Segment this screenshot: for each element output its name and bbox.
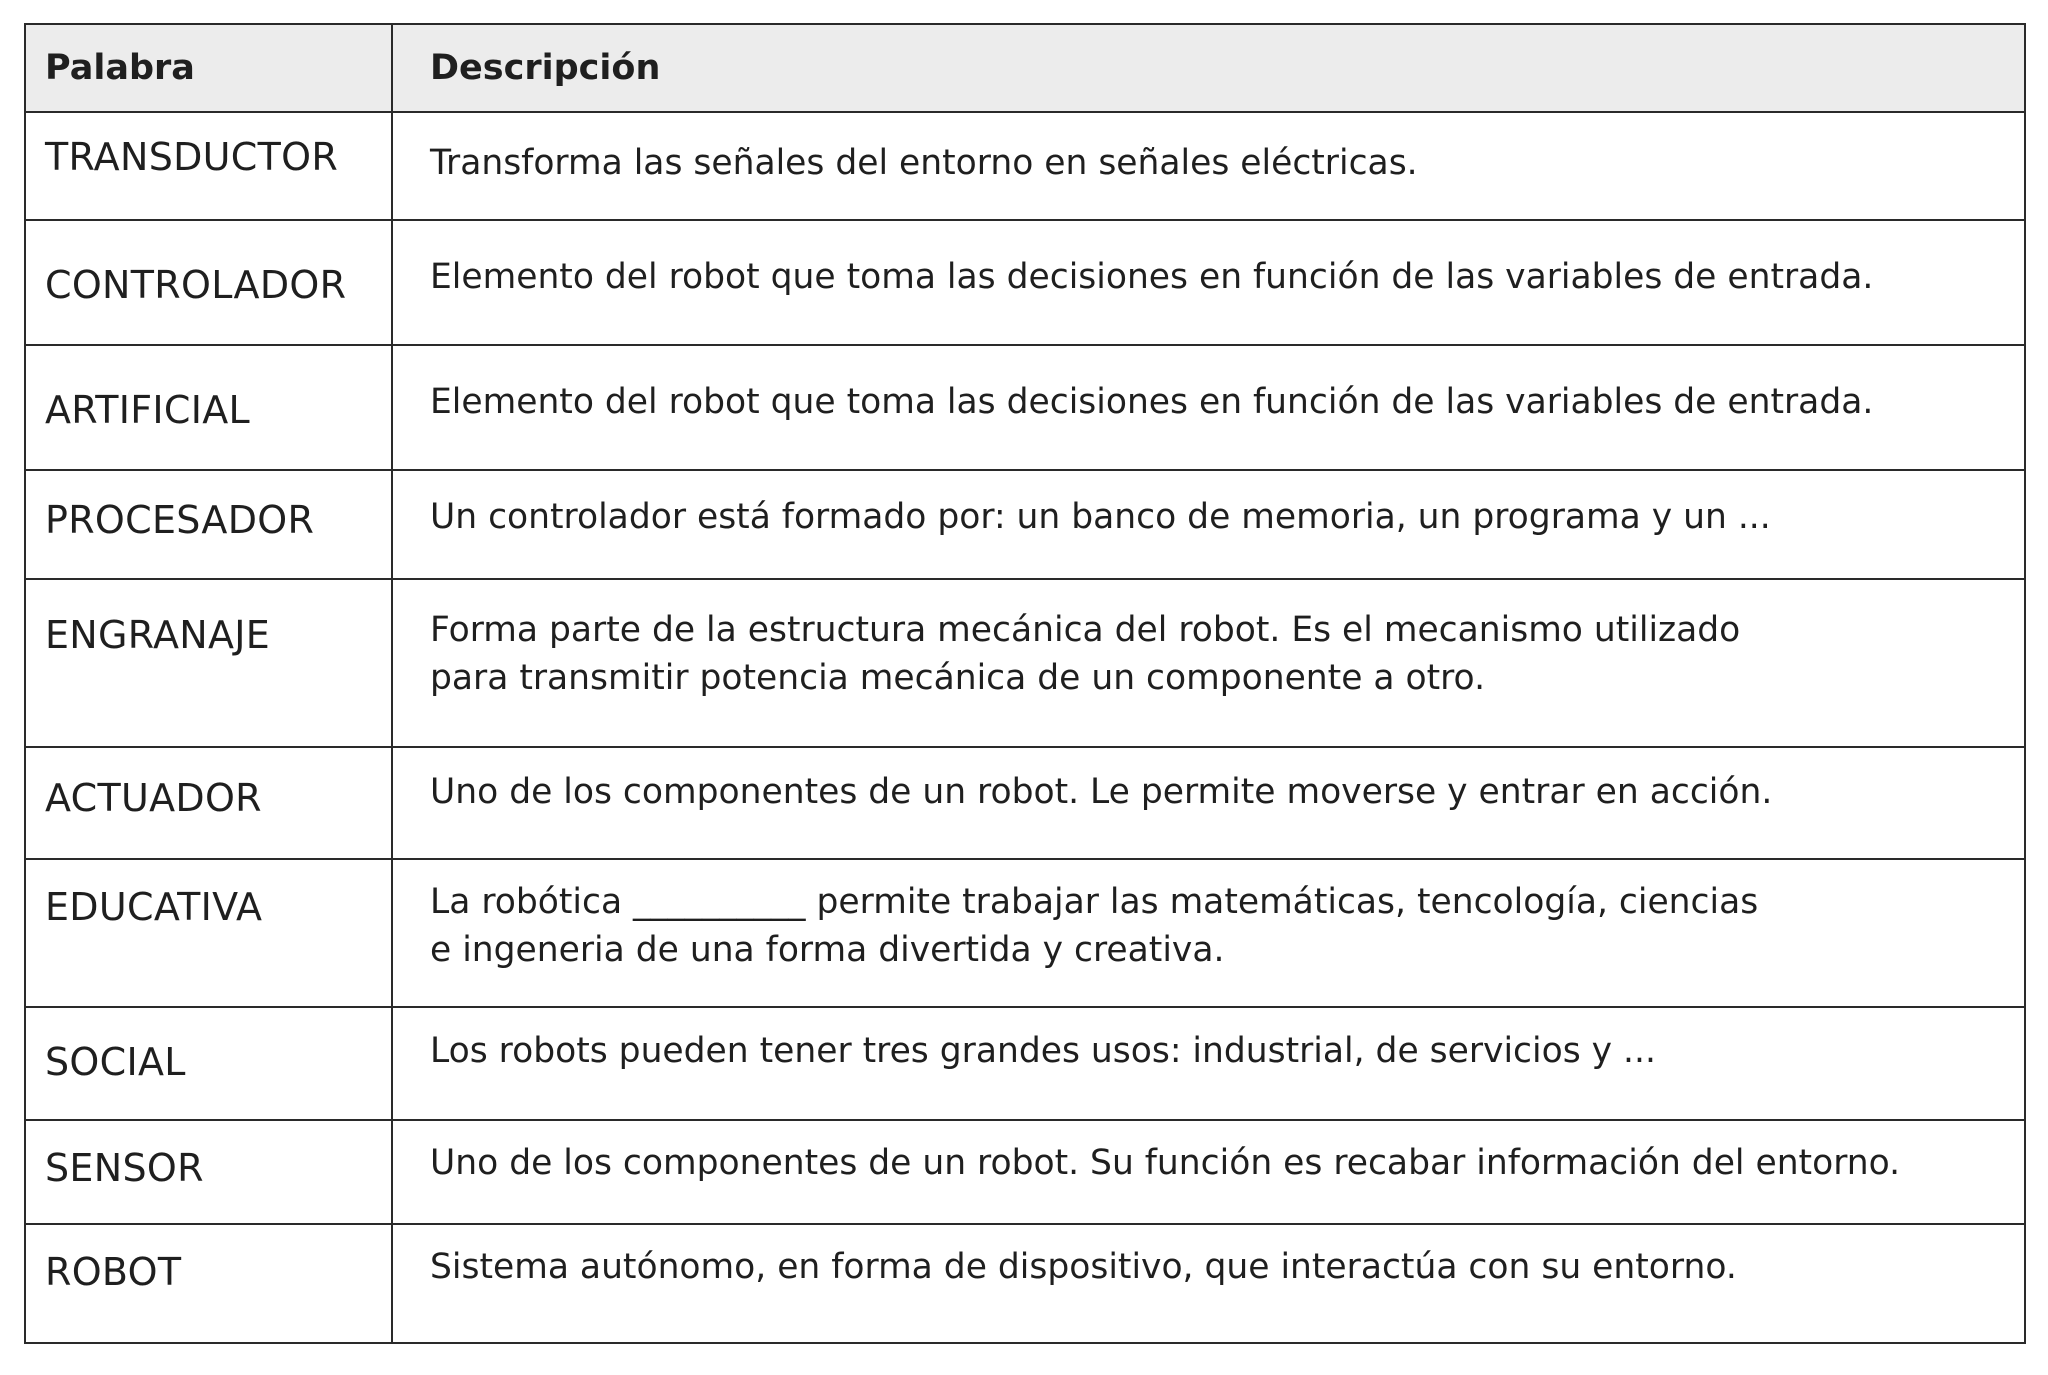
description-cell: Uno de los componentes de un robot. Le permite moverse y entrar en acción. bbox=[392, 747, 2025, 859]
table-row bbox=[25, 1120, 2025, 1224]
vocabulary-table bbox=[24, 23, 2026, 1344]
table-row bbox=[25, 747, 2025, 859]
table-row bbox=[25, 1007, 2025, 1120]
column-header-word: Palabra bbox=[25, 24, 392, 112]
description-cell: Sistema autónomo, en forma de dispositivo, que interactúa con su entorno. bbox=[392, 1224, 2025, 1343]
word-cell: SENSOR bbox=[25, 1120, 392, 1224]
word-cell: TRANSDUCTOR bbox=[25, 112, 392, 220]
table-row bbox=[25, 345, 2025, 470]
column-header-description: Descripción bbox=[392, 24, 2025, 112]
description-cell: Elemento del robot que toma las decisiones en función de las variables de entrada. bbox=[392, 345, 2025, 470]
word-cell: CONTROLADOR bbox=[25, 220, 392, 345]
description-cell: La robótica __________ permite trabajar las matemáticas, tencología, ciencias e ingeneria de una forma divertida y creativa. bbox=[392, 859, 2025, 1007]
word-cell: ARTIFICIAL bbox=[25, 345, 392, 470]
word-cell: EDUCATIVA bbox=[25, 859, 392, 1007]
description-cell: Los robots pueden tener tres grandes usos: industrial, de servicios y ... bbox=[392, 1007, 2025, 1120]
table-row bbox=[25, 220, 2025, 345]
table-row bbox=[25, 1224, 2025, 1343]
word-cell: ROBOT bbox=[25, 1224, 392, 1343]
table-row bbox=[25, 470, 2025, 579]
table-header-row bbox=[25, 24, 2025, 112]
table-row bbox=[25, 579, 2025, 747]
table-row bbox=[25, 859, 2025, 1007]
word-cell: PROCESADOR bbox=[25, 470, 392, 579]
word-cell: ACTUADOR bbox=[25, 747, 392, 859]
description-cell: Elemento del robot que toma las decisiones en función de las variables de entrada. bbox=[392, 220, 2025, 345]
description-cell: Forma parte de la estructura mecánica del robot. Es el mecanismo utilizado para transmitir potencia mecánica de un componente a otro. bbox=[392, 579, 2025, 747]
description-cell: Transforma las señales del entorno en señales eléctricas. bbox=[392, 112, 2025, 220]
description-cell: Uno de los componentes de un robot. Su función es recabar información del entorno. bbox=[392, 1120, 2025, 1224]
word-cell: ENGRANAJE bbox=[25, 579, 392, 747]
table-row bbox=[25, 112, 2025, 220]
word-cell: SOCIAL bbox=[25, 1007, 392, 1120]
description-cell: Un controlador está formado por: un banco de memoria, un programa y un ... bbox=[392, 470, 2025, 579]
